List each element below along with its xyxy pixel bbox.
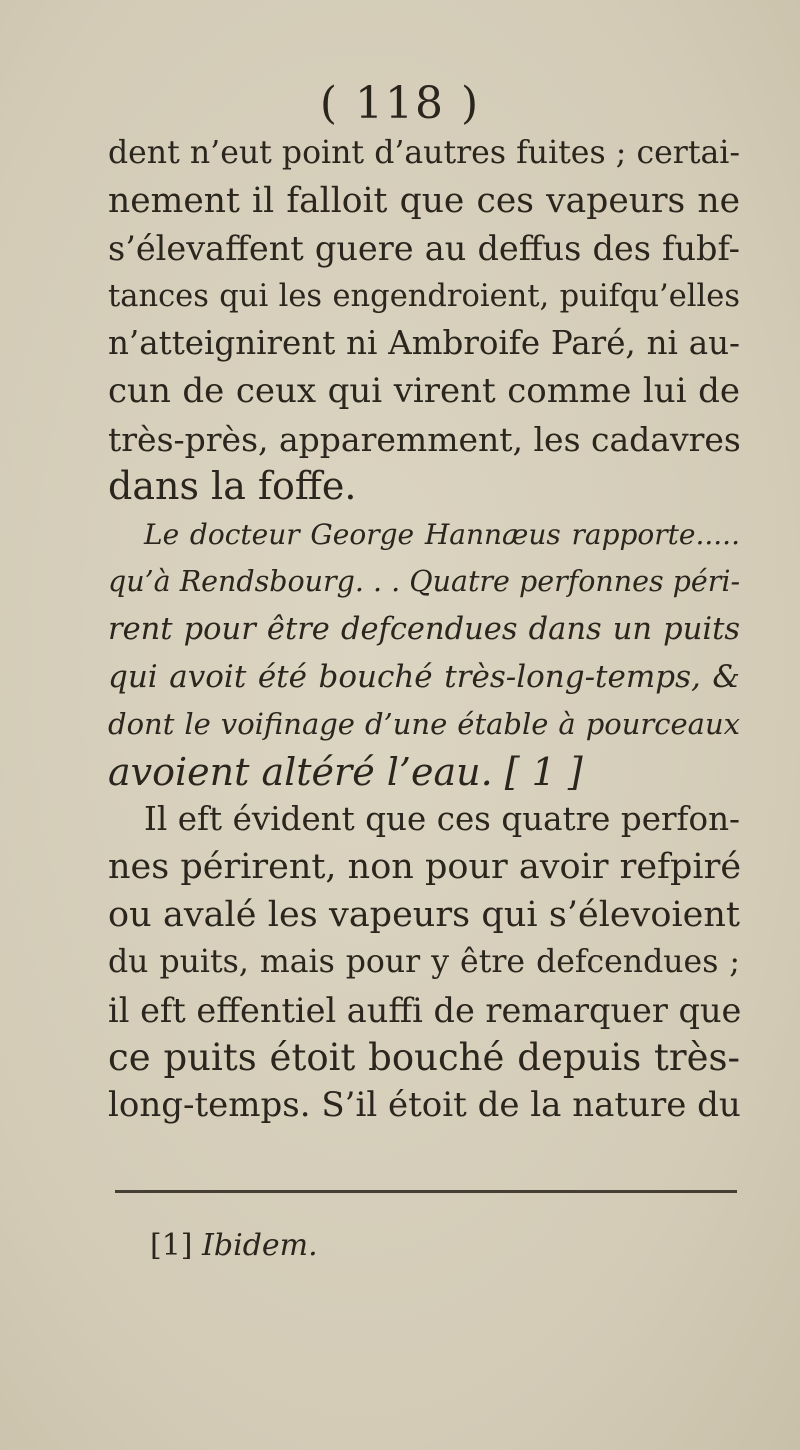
text-line: Il eft évident que ces quatre perfon- — [144, 800, 740, 839]
text-line: tances qui les engendroient, puifqu’elles — [108, 278, 740, 314]
footnote — [150, 1228, 318, 1263]
text-line: qu’à Rendsbourg. . . Quatre perfonnes péri- — [108, 565, 741, 599]
text-line: Le docteur George Hannæus rapporte..... — [144, 517, 740, 551]
page-number: ( 118 ) — [319, 78, 481, 129]
text-line: ce puits étoit bouché depuis très- — [108, 1036, 740, 1080]
text-line: avoient altéré l’eau. [ 1 ] — [108, 749, 583, 794]
text-line: qui avoit été bouché très-long-temps, & — [108, 658, 740, 695]
text-line: dans la foffe. — [108, 464, 357, 509]
footnote-rule — [115, 1190, 737, 1193]
text-line: très-près, apparemment, les cadavres — [108, 419, 741, 459]
text-line: dent n’eut point d’autres fuites ; certai- — [108, 135, 740, 171]
text-line: il eft effentiel auffi de remarquer que — [108, 990, 742, 1030]
quotation-paragraph — [108, 511, 740, 797]
paragraph — [108, 796, 740, 1129]
text-line: cun de ceux qui virent comme lui de — [108, 370, 740, 411]
text-line: s’élevaffent guere au deffus des fubf- — [108, 229, 740, 269]
footnote-text: Ibidem. — [202, 1228, 318, 1263]
body-text — [108, 130, 740, 1129]
text-line: nement il falloit que ces vapeurs ne — [108, 180, 740, 221]
text-line: rent pour être defcendues dans un puits — [108, 611, 740, 647]
text-line: nes périrent, non pour avoir refpiré — [108, 846, 742, 887]
text-line: du puits, mais pour y être defcendues ; — [108, 944, 740, 981]
text-line: dont le voifinage d’une étable à pourceaux — [108, 707, 740, 742]
text-line: n’atteignirent ni Ambroife Paré, ni au- — [108, 324, 740, 363]
text-line: long-temps. S’il étoit de la nature du — [108, 1084, 741, 1125]
paragraph — [108, 130, 740, 511]
text-line: ou avalé les vapeurs qui s’élevoient — [108, 894, 740, 935]
footnote-marker: [1] — [150, 1228, 193, 1263]
